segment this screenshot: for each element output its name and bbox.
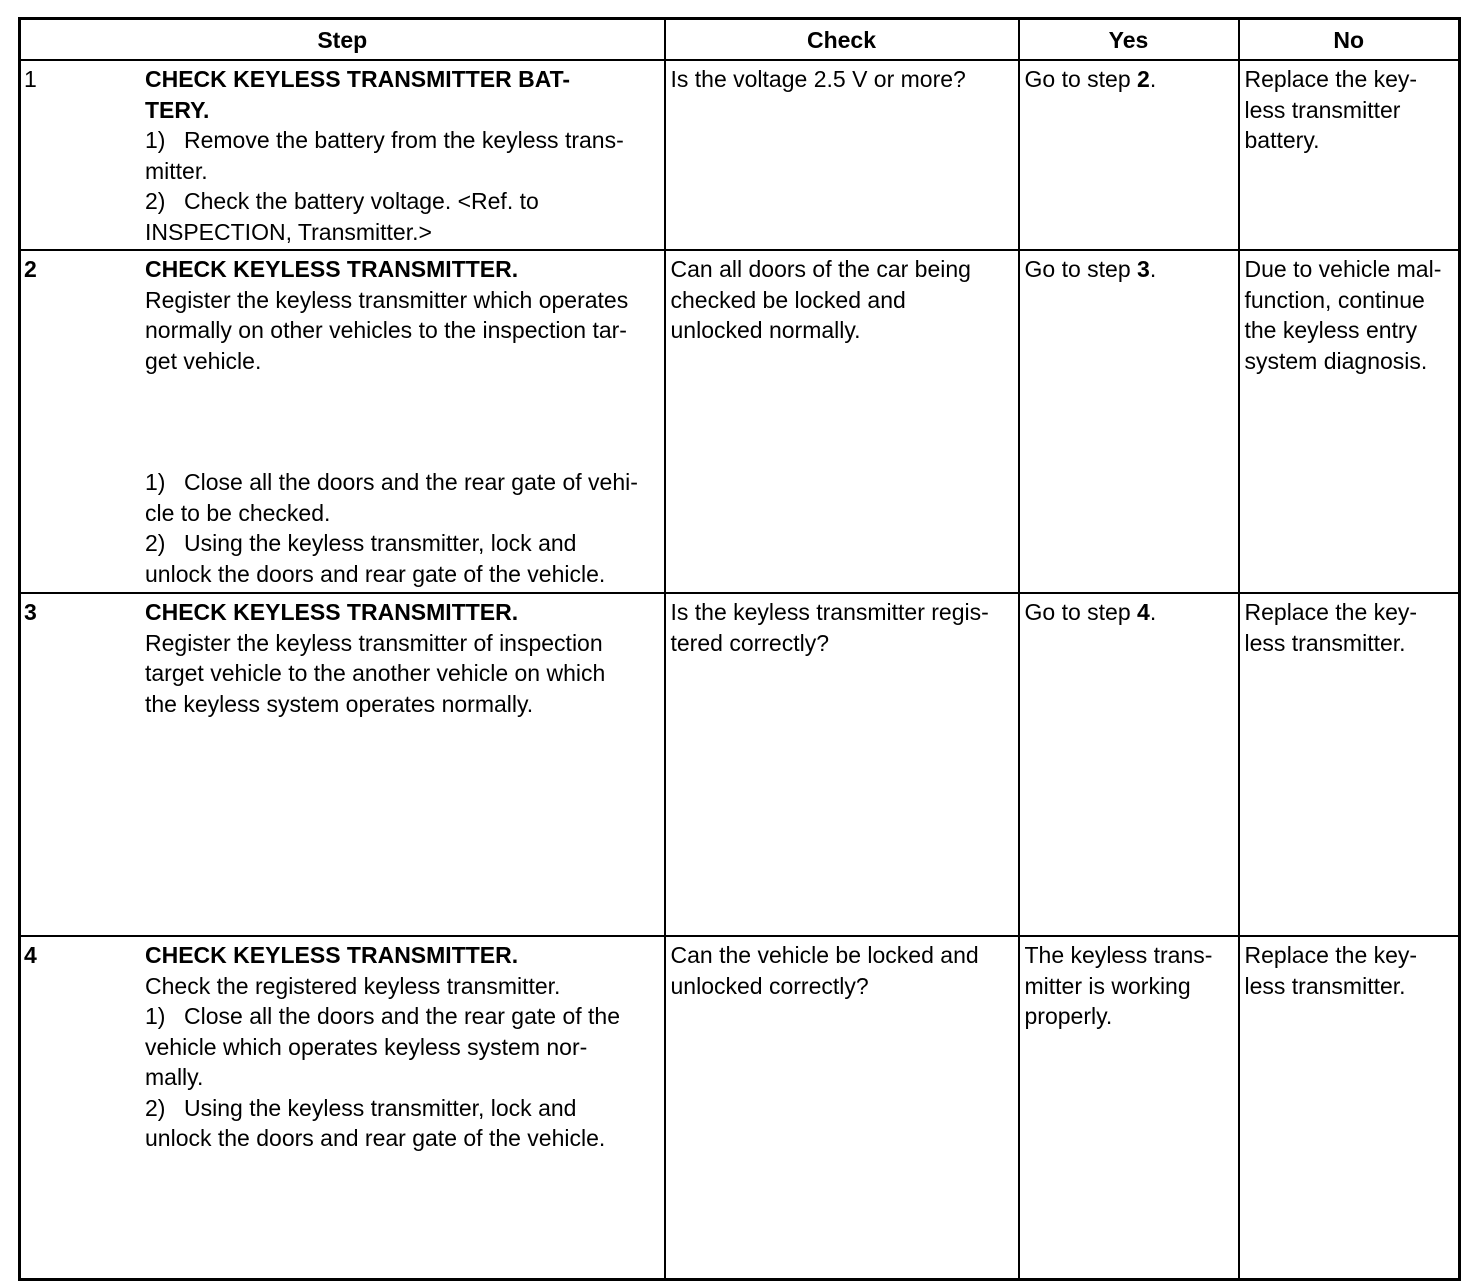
yes-text: Go to step [1024, 256, 1138, 282]
yes-text: mitter is working [1024, 972, 1191, 999]
step-title: CHECK KEYLESS TRANSMITTER. [145, 942, 519, 968]
no-text: battery. [1244, 127, 1320, 153]
procedure-number: 2) [145, 530, 166, 556]
step-description: target vehicle to the another vehicle on which [145, 660, 606, 686]
procedure-text: Close all the doors and the rear gate of vehi- [184, 469, 638, 495]
step-title: CHECK KEYLESS TRANSMITTER. [145, 256, 519, 282]
step-cell [20, 250, 665, 593]
diagnostic-table [18, 17, 1461, 1281]
procedure-number: 1) [145, 469, 166, 495]
yes-step-ref: 3 [1137, 256, 1150, 282]
no-cell [1239, 60, 1460, 250]
no-cell [1239, 936, 1460, 1280]
no-text: less transmitter. [1244, 629, 1406, 656]
table-row [20, 250, 1460, 593]
check-cell [665, 936, 1019, 1280]
procedure-text: Using the keyless transmitter, lock and [184, 1094, 577, 1121]
yes-suffix: . [1149, 256, 1157, 282]
step-description: Register the keyless transmitter which operates [145, 286, 629, 313]
table-row [20, 60, 1460, 250]
table-row [20, 593, 1460, 936]
yes-text: properly. [1024, 1003, 1113, 1029]
yes-text: The keyless trans- [1024, 942, 1213, 968]
check-text: tered correctly? [670, 629, 830, 656]
check-text: Is the voltage 2.5 V or more? [670, 66, 966, 92]
yes-step-ref: 2 [1137, 66, 1150, 92]
procedure-text: unlock the doors and rear gate of the vehicle. [145, 1125, 606, 1151]
yes-cell [1019, 936, 1239, 1280]
procedure-step [145, 528, 660, 559]
header-no: No [1239, 19, 1460, 61]
header-yes: Yes [1019, 19, 1239, 61]
step-description: get vehicle. [145, 347, 262, 374]
spacer [145, 376, 660, 467]
procedure-text: vehicle which operates keyless system nor- [145, 1033, 588, 1060]
procedure-step [145, 467, 660, 498]
yes-text: Go to step [1024, 66, 1138, 92]
no-text: the keyless entry [1244, 317, 1418, 343]
procedure-step [145, 1093, 660, 1124]
step-number: 4 [24, 942, 37, 968]
step-description: Register the keyless transmitter of inspection [145, 629, 603, 656]
procedure-text: unlock the doors and rear gate of the vehicle. [145, 560, 606, 587]
procedure-text: mally. [145, 1064, 204, 1090]
check-text: Is the keyless transmitter regis- [670, 599, 989, 625]
procedure-text: INSPECTION, Transmitter.> [145, 218, 432, 245]
procedure-number: 2) [145, 1094, 166, 1121]
step-number: 3 [24, 599, 37, 625]
procedure-text: Close all the doors and the rear gate of the [184, 1003, 621, 1029]
check-text: unlocked correctly? [670, 972, 869, 999]
procedure-step [145, 1001, 660, 1032]
no-text: Replace the key- [1244, 942, 1418, 968]
step-cell [20, 60, 665, 250]
step-cell [20, 936, 665, 1280]
step-title: CHECK KEYLESS TRANSMITTER BAT- [145, 66, 571, 92]
table-header-row [20, 19, 1460, 61]
no-text: less transmitter. [1244, 972, 1406, 999]
procedure-number: 2) [145, 188, 166, 214]
step-description: normally on other vehicles to the inspection tar- [145, 317, 627, 343]
procedure-text: Using the keyless transmitter, lock and [184, 530, 577, 556]
yes-cell [1019, 60, 1239, 250]
yes-suffix: . [1149, 599, 1157, 625]
yes-step-ref: 4 [1137, 599, 1150, 625]
procedure-text: mitter. [145, 157, 208, 184]
procedure-number: 1) [145, 127, 166, 153]
step-description: Check the registered keyless transmitter. [145, 972, 561, 999]
step-description: the keyless system operates normally. [145, 690, 534, 717]
procedure-text: Remove the battery from the keyless trans- [184, 127, 624, 153]
step-number: 1 [24, 66, 37, 92]
no-text: Due to vehicle mal- [1244, 256, 1442, 282]
procedure-step [145, 125, 660, 156]
yes-text: Go to step [1024, 599, 1138, 625]
procedure-text: cle to be checked. [145, 499, 331, 526]
step-number: 2 [24, 256, 37, 282]
no-text: less transmitter [1244, 96, 1401, 123]
table-row [20, 936, 1460, 1280]
check-text: Can the vehicle be locked and [670, 942, 979, 968]
yes-suffix: . [1149, 66, 1157, 92]
step-cell [20, 593, 665, 936]
header-check: Check [665, 19, 1019, 61]
check-cell [665, 250, 1019, 593]
no-text: system diagnosis. [1244, 347, 1428, 374]
check-cell [665, 60, 1019, 250]
header-step: Step [20, 19, 665, 61]
check-cell [665, 593, 1019, 936]
procedure-number: 1) [145, 1003, 166, 1029]
yes-cell [1019, 250, 1239, 593]
no-text: function, continue [1244, 286, 1425, 313]
procedure-step [145, 186, 660, 217]
step-title: CHECK KEYLESS TRANSMITTER. [145, 599, 519, 625]
check-text: unlocked normally. [670, 317, 861, 343]
no-cell [1239, 593, 1460, 936]
no-text: Replace the key- [1244, 66, 1418, 92]
procedure-text: Check the battery voltage. <Ref. to [184, 188, 539, 214]
check-text: Can all doors of the car being [670, 256, 971, 282]
no-text: Replace the key- [1244, 599, 1418, 625]
no-cell [1239, 250, 1460, 593]
step-title: TERY. [145, 96, 210, 123]
check-text: checked be locked and [670, 286, 906, 313]
yes-cell [1019, 593, 1239, 936]
